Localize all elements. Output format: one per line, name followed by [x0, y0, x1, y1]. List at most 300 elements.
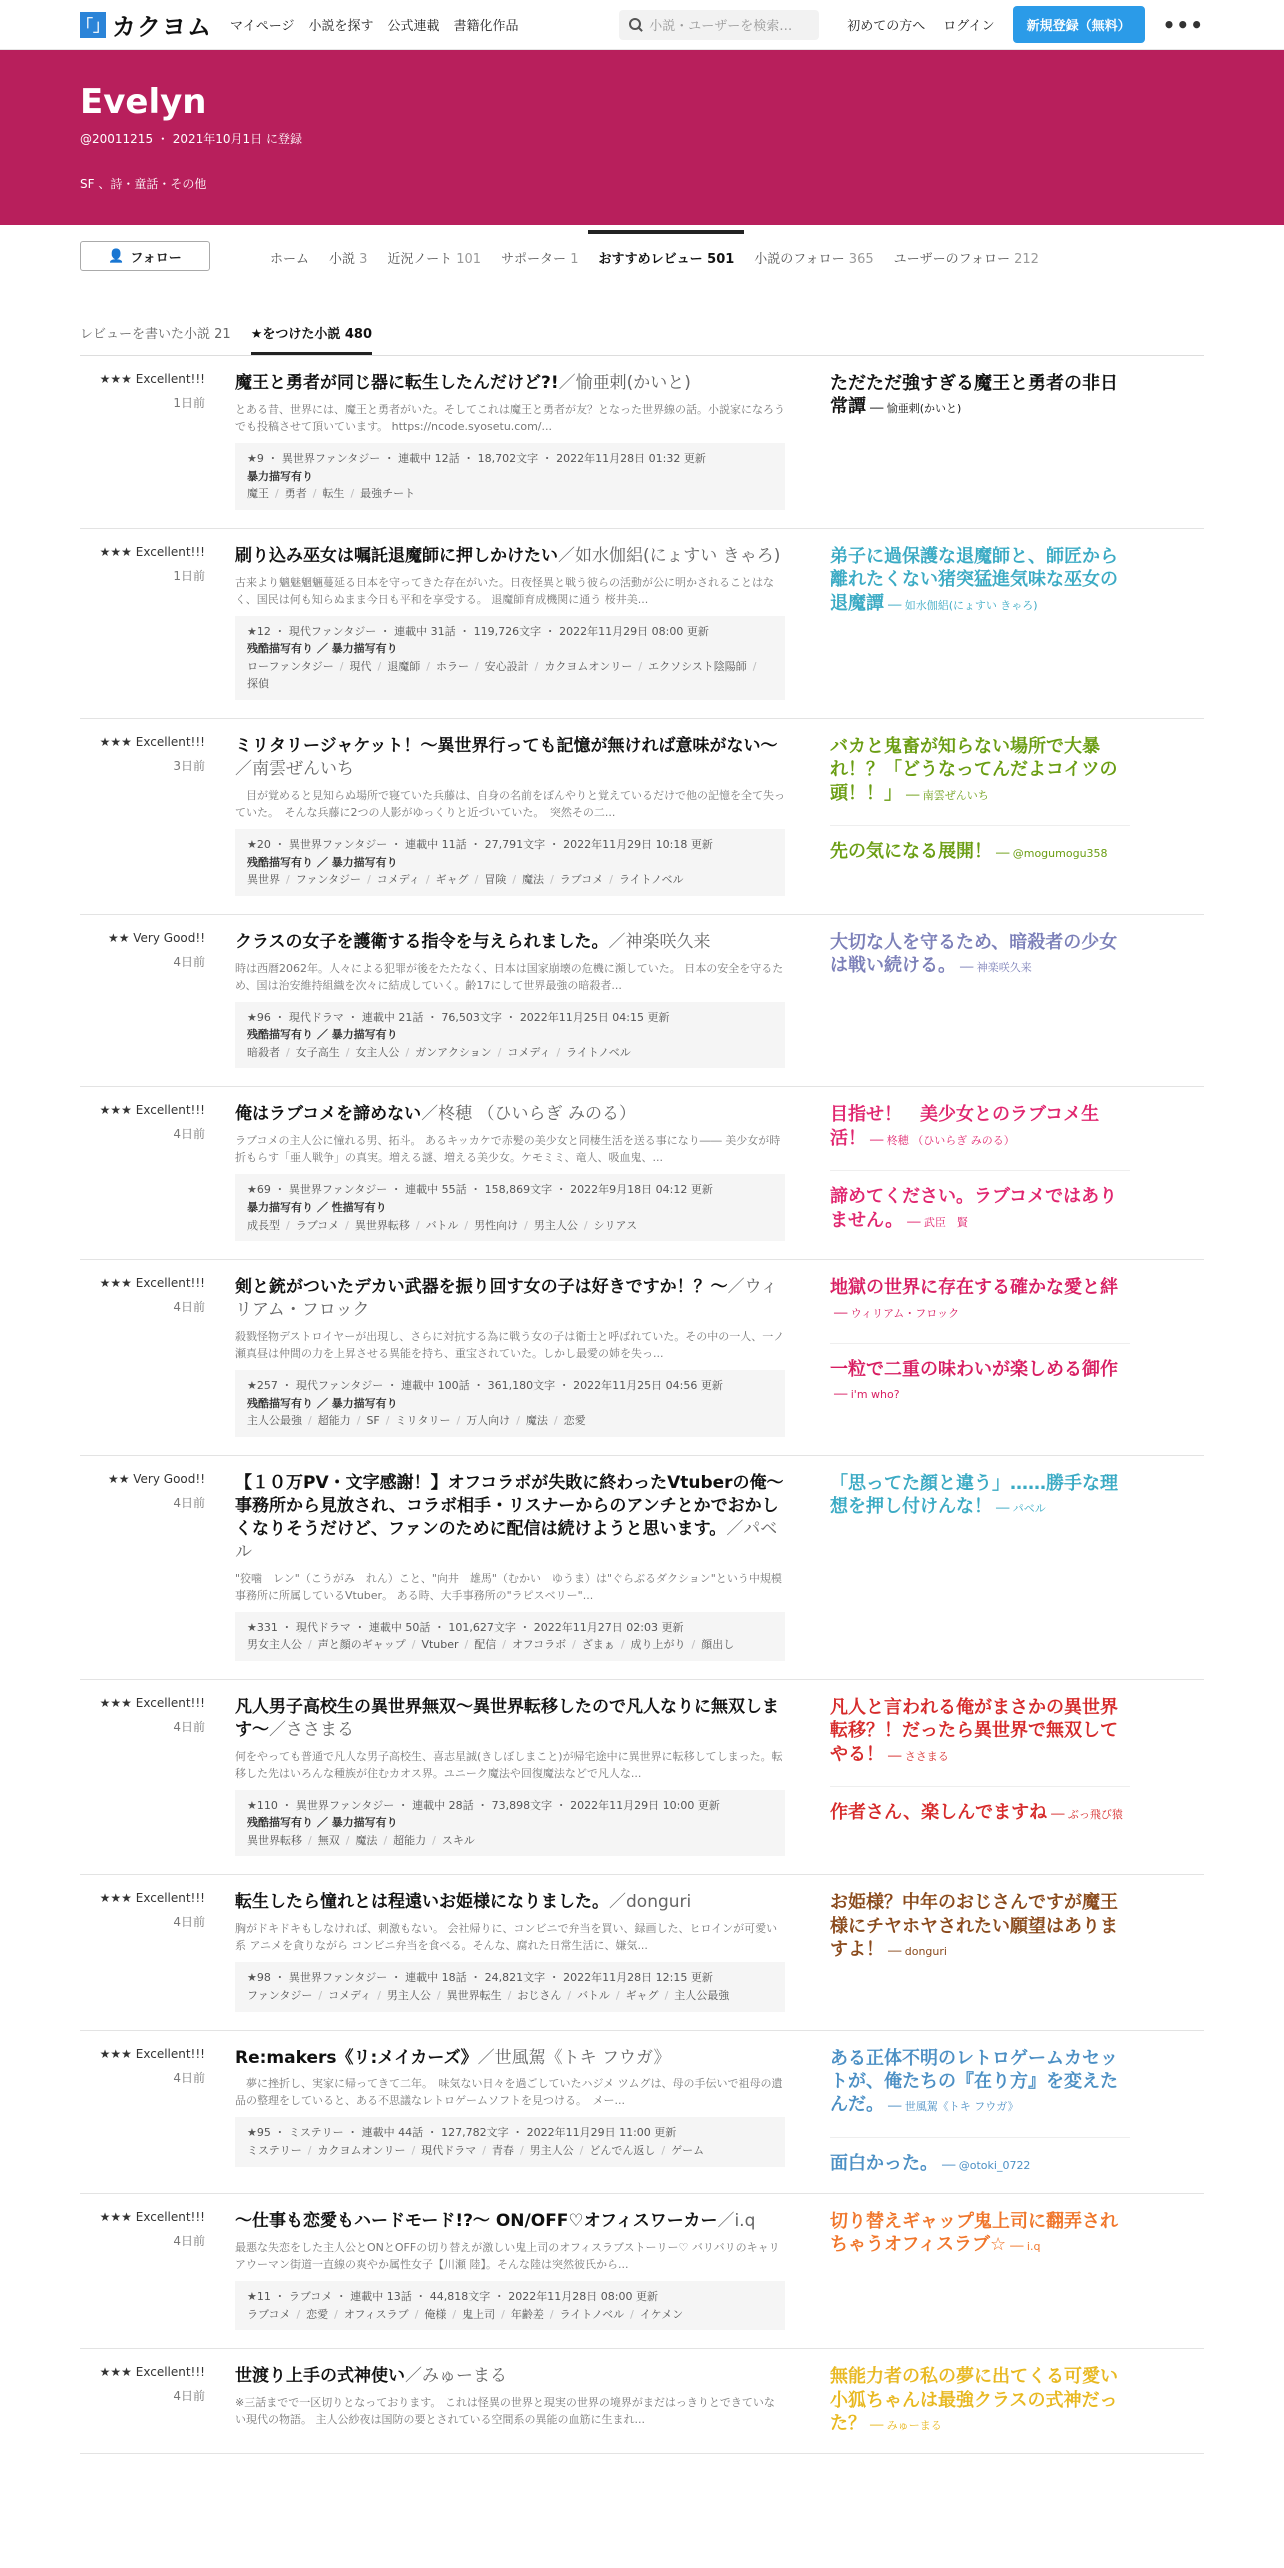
novel-title-link[interactable]	[235, 372, 785, 395]
rating-stars: ★★★ Excellent!!!	[99, 1276, 205, 1291]
novel-author[interactable]: ／愉亜剌(かいと)	[558, 373, 691, 393]
subtab-starred-novels[interactable]: ★をつけた小説 480	[251, 323, 372, 355]
catch-text: 一粒で二重の味わいが楽しめる御作	[830, 1358, 1118, 1380]
tag-link[interactable]: SF	[366, 1414, 380, 1428]
novel-meta-box	[235, 1174, 785, 1241]
top-header	[0, 0, 1284, 50]
tag-link[interactable]: 魔法	[525, 1414, 548, 1428]
tag-link[interactable]: 魔法	[522, 873, 545, 887]
review-catchphrase[interactable]	[830, 1276, 1130, 1323]
novel-title: 世渡り上手の式神使い	[235, 2366, 405, 2387]
novel-info	[215, 2365, 785, 2435]
review-item	[80, 1087, 1204, 1260]
profile-meta: @20011215 ・ 2021年10月1日 に登録	[80, 132, 302, 146]
search-input[interactable]	[619, 10, 819, 40]
novel-meta-box	[235, 443, 785, 510]
novel-title-link[interactable]	[235, 1891, 785, 1914]
tag-link[interactable]: 主人公最強	[247, 1414, 302, 1428]
review-item	[80, 1875, 1204, 2030]
novel-stats: ★257 ・ 現代ファンタジー ・ 連載中 100話 ・ 361,180文字 ・ 2022年11月25日 04:56 更新	[247, 1379, 723, 1392]
tag-link[interactable]: エクソシスト陰陽師	[648, 659, 747, 673]
catch-reviewer: ── 柊穂 （ひいらぎ みのる）	[870, 1133, 1015, 1147]
review-item	[80, 1456, 1204, 1680]
catch-reviewer: ── パベル	[996, 1502, 1046, 1516]
tag-link[interactable]: 青春	[491, 2144, 514, 2158]
tag-link[interactable]: ギャグ	[625, 1988, 659, 2002]
review-date: 4日前	[173, 954, 205, 969]
tag-link[interactable]: 女主人公	[355, 1045, 400, 1059]
kakuyomu-logo[interactable]	[77, 7, 212, 42]
review-catchphrase[interactable]	[830, 1696, 1130, 1766]
novel-author[interactable]: ／如水伽絽(にょすい きゃろ)	[558, 545, 781, 566]
tab-reviews[interactable]: おすすめレビュー 501	[588, 230, 744, 275]
novel-title: 転生したら憧れとは程遠いお姫様になりました。	[235, 1892, 609, 1913]
novel-author[interactable]: ／パベル	[235, 1518, 778, 1562]
tag-link[interactable]: 成り上がり	[630, 1638, 686, 1652]
review-catchphrase[interactable]	[830, 1891, 1130, 1961]
novel-tags: 異世界転移 / 無双 / 魔法 / 超能力 / スキル	[247, 1833, 475, 1847]
novel-stats: ★69 ・ 異世界ファンタジー ・ 連載中 55話 ・ 158,869文字 ・ 2022年9月18日 04:12 更新	[247, 1183, 713, 1197]
review-item	[80, 2194, 1204, 2349]
novel-title: 魔王と勇者が同じ器に転生したんだけど?!	[235, 373, 559, 393]
tag-link[interactable]: 異世界転生	[446, 1988, 502, 2002]
review-catch-column	[830, 1276, 1130, 1437]
novel-author[interactable]: ／柊穂 （ひいらぎ みのる）	[421, 1104, 636, 1125]
novel-tags: ファンタジー / コメディ / 男主人公 / 異世界転生 / おじさん / バトル / ギャグ / 主人公最強	[247, 1988, 730, 2002]
tab-novels[interactable]: 小説 3	[329, 252, 368, 267]
tag-link[interactable]: 鬼上司	[462, 2307, 496, 2321]
tag-link[interactable]: シリアス	[593, 1218, 638, 1232]
novel-info	[215, 1276, 785, 1437]
login-link[interactable]: ログイン	[943, 19, 995, 34]
tag-link[interactable]: 探偵	[247, 677, 269, 691]
review-catchphrase[interactable]	[830, 1472, 1130, 1519]
tag-link[interactable]: 現代ドラマ	[421, 2144, 477, 2158]
review-date: 4日前	[173, 1495, 205, 1510]
content-flags: 残酷描写有り ／ 暴力描写有り	[247, 1396, 398, 1410]
novel-tags: ラブコメ / 恋愛 / オフィスラブ / 俺様 / 鬼上司 / 年齢差 / ライトノベル / イケメン	[247, 2307, 684, 2321]
tag-link[interactable]: オフィスラブ	[343, 2307, 409, 2321]
content-flags: 残酷描写有り ／ 暴力描写有り	[247, 1816, 398, 1830]
novel-title-link[interactable]	[235, 545, 785, 568]
tag-link[interactable]: 勇者	[284, 487, 307, 501]
review-catchphrase[interactable]	[830, 2047, 1130, 2117]
search-placeholder: 小説・ユーザーを検索…	[649, 19, 793, 34]
catch-reviewer: ── @mogumogu358	[996, 847, 1108, 861]
tab-novel-follows[interactable]: 小説のフォロー 365	[754, 252, 874, 267]
tag-link[interactable]: 冒険	[484, 873, 507, 887]
tag-link[interactable]: ミリタリー	[395, 1414, 451, 1428]
novel-author[interactable]: ／donguri	[609, 1892, 692, 1913]
novel-summary: とある昔、世界には、魔王と勇者がいた。そしてこれは魔王と勇者が友？となった世界線の話。小説家になろうでも投稿させて頂いています。 https://ncode.syosetu.com/...	[235, 402, 785, 433]
rating-column	[80, 1472, 215, 1661]
tag-link[interactable]: カクヨムオンリー	[544, 659, 633, 673]
rating-column	[80, 1103, 215, 1241]
novel-title-link[interactable]	[235, 1103, 785, 1126]
novel-title-link[interactable]	[235, 2210, 785, 2233]
novel-title: ミリタリージャケット！〜異世界行っても記憶が無ければ意味がない〜	[235, 736, 778, 757]
tag-link[interactable]: ラブコメ	[247, 2307, 291, 2321]
catch-text: 地獄の世界に存在する確かな愛と絆	[830, 1277, 1118, 1299]
review-date: 1日前	[173, 396, 205, 410]
novel-author[interactable]: ／南雲ぜんいち	[235, 758, 354, 779]
tag-link[interactable]: ゲーム	[671, 2144, 705, 2158]
tag-link[interactable]: 男性向け	[474, 1218, 519, 1232]
review-date: 1日前	[173, 568, 205, 583]
novel-title-link[interactable]	[235, 2365, 785, 2388]
novel-author[interactable]: ／i.q	[717, 2211, 756, 2232]
novel-title-link[interactable]	[235, 1696, 785, 1742]
review-catchphrase[interactable]	[830, 1103, 1130, 1150]
rating-column	[80, 2210, 215, 2330]
profile-banner	[0, 50, 1284, 225]
catch-reviewer: ── @otoki_0722	[942, 2158, 1031, 2172]
novel-author[interactable]: ／みゅーまる	[405, 2366, 507, 2387]
novel-tags: 異世界 / ファンタジー / コメディ / ギャグ / 冒険 / 魔法 / ラブコメ / ライトノベル	[247, 873, 684, 887]
tag-link[interactable]: ファンタジー	[247, 1988, 313, 2002]
review-catchphrase[interactable]	[830, 1343, 1130, 1405]
catch-reviewer: ── i.q	[1010, 2240, 1041, 2254]
novel-stats: ★110 ・ 異世界ファンタジー ・ 連載中 28話 ・ 73,898文字 ・ 2022年11月29日 10:00 更新	[247, 1798, 720, 1812]
review-catchphrase[interactable]	[830, 2137, 1130, 2175]
tag-link[interactable]: 年齢差	[510, 2307, 544, 2321]
rating-stars: ★★★ Excellent!!!	[99, 1695, 205, 1710]
rating-column	[80, 1276, 215, 1437]
catch-text: 弟子に過保護な退魔師と、師匠から離れたくない猪突猛進気味な巫女の退魔譚	[830, 545, 1118, 614]
novel-meta-box	[235, 1790, 785, 1857]
novel-meta-box	[235, 1962, 785, 2011]
novel-title-link[interactable]	[235, 1472, 785, 1564]
novel-tags: 成長型 / ラブコメ / 異世界転移 / バトル / 男性向け / 男主人公 / シリアス	[247, 1218, 638, 1232]
novel-info	[215, 735, 785, 896]
tag-link[interactable]: ライトノベル	[566, 1045, 631, 1059]
tag-link[interactable]: 男主人公	[529, 2144, 574, 2158]
tag-link[interactable]: 暗殺者	[247, 1045, 280, 1059]
tag-link[interactable]: おじさん	[517, 1988, 562, 2002]
profile-tabbar	[0, 225, 1284, 275]
review-item	[80, 915, 1204, 1088]
novel-tags: 暗殺者 / 女子高生 / 女主人公 / ガンアクション / コメディ / ライトノベル	[247, 1045, 631, 1059]
novel-summary: 夢に挫折し、実家に帰ってきて二年。 味気ない日々を過ごしていたハジメ ツムグは、母の手伝いで祖母の遺品の整理をしていると、ある不思議なレトロゲームソフトを見つける。 メー...	[235, 2077, 783, 2108]
content-flags: 残酷描写有り ／ 暴力描写有り	[247, 855, 398, 869]
content-flags: 残酷描写有り ／ 暴力描写有り	[247, 1028, 398, 1042]
catch-reviewer: ── 武臣 賢	[907, 1215, 968, 1229]
tab-supporters[interactable]: サポーター 1	[501, 252, 579, 267]
tag-link[interactable]: 異世界	[247, 873, 280, 887]
tag-link[interactable]: 万人向け	[466, 1414, 511, 1428]
subtab-written-reviews[interactable]: レビューを書いた小説 21	[80, 327, 231, 342]
content-flags: 暴力描写有り ／ 性描写有り	[247, 1200, 387, 1214]
tag-link[interactable]: 男女主人公	[247, 1638, 302, 1652]
novel-title: 凡人男子高校生の異世界無双〜異世界転移したので凡人なりに無双します〜	[235, 1696, 779, 1740]
novel-meta-box	[235, 2281, 785, 2330]
catch-text: 凡人と言われる俺がまさかの異世界転移？！だったら異世界で無双してやる！	[830, 1696, 1118, 1765]
rating-stars: ★★ Very Good!!	[107, 1471, 205, 1486]
tag-link[interactable]: スキル	[441, 1833, 475, 1847]
novel-tags: ミステリー / カクヨムオンリー / 現代ドラマ / 青春 / 男主人公 / どんでん返し / ゲーム	[247, 2144, 705, 2158]
tag-link[interactable]: バトル	[425, 1218, 459, 1232]
catch-reviewer: ── ウィリアム・フロック	[834, 1306, 960, 1320]
novel-tags: 男女主人公 / 声と顔のギャップ / Vtuber / 配信 / オフコラボ / ざまぁ / 成り上がり / 顔出し	[247, 1638, 735, 1652]
review-catch-column	[830, 2047, 1130, 2176]
tag-link[interactable]: 恋愛	[306, 2307, 329, 2321]
tag-link[interactable]: ミステリー	[247, 2144, 302, 2158]
review-item	[80, 1680, 1204, 1876]
rating-column	[80, 1891, 215, 2011]
review-catchphrase[interactable]	[830, 2210, 1130, 2257]
review-catch-column	[830, 2365, 1130, 2435]
novel-stats: ★9 ・ 異世界ファンタジー ・ 連載中 12話 ・ 18,702文字 ・ 2022年11月28日 01:32 更新	[247, 451, 706, 465]
tag-link[interactable]: コメディ	[507, 1045, 551, 1059]
catch-text: 切り替えギャップ鬼上司に翻弄されちゃうオフィスラブ☆	[830, 2211, 1118, 2256]
review-date: 4日前	[173, 1719, 205, 1734]
novel-stats: ★96 ・ 現代ドラマ ・ 連載中 21話 ・ 76,503文字 ・ 2022年11月25日 04:15 更新	[247, 1010, 670, 1024]
novel-title: 俺はラブコメを諦めない	[235, 1104, 422, 1125]
tag-link[interactable]: 魔王	[247, 487, 269, 501]
novel-tags: 魔王 / 勇者 / 転生 / 最強チート	[247, 487, 416, 501]
follow-button[interactable]	[80, 241, 210, 271]
review-catchphrase[interactable]	[830, 931, 1130, 978]
nav-published-works[interactable]: 書籍化作品	[453, 19, 519, 34]
review-item	[80, 1260, 1204, 1456]
catch-text: 無能力者の私の夢に出てくる可愛い小狐ちゃんは最強クラスの式神だった？	[830, 2366, 1118, 2434]
novel-title-link[interactable]	[235, 931, 785, 954]
tag-link[interactable]: ギャグ	[435, 873, 469, 887]
nav-official-serial[interactable]: 公式連載	[387, 19, 440, 34]
rating-column	[80, 372, 215, 510]
catch-text: 作者さん、楽しんでますね	[830, 1801, 1048, 1823]
rating-stars: ★★★ Excellent!!!	[99, 544, 205, 559]
main-nav	[230, 15, 519, 34]
novel-title-link[interactable]	[235, 735, 785, 781]
novel-author[interactable]: ／世風駕《トキ フウガ》	[477, 2047, 671, 2068]
rating-stars: ★★★ Excellent!!!	[99, 2365, 205, 2380]
novel-title: 〜仕事も恋愛もハードモード!?〜 ON/OFF♡オフィスワーカー	[235, 2211, 718, 2232]
tag-link[interactable]: ライトノベル	[559, 2307, 625, 2321]
review-item	[80, 529, 1204, 719]
rating-column	[80, 735, 215, 896]
catch-text: バカと鬼畜が知らない場所で大暴れ！？「どうなってんだよコイツの頭！！」	[830, 736, 1118, 804]
review-catchphrase[interactable]	[830, 825, 1130, 863]
review-catch-column	[830, 372, 1130, 510]
logo-text: カクヨム	[112, 13, 212, 41]
novel-summary: 何をやっても普通で凡人な男子高校生、喜志星誠(きしぼしまこと)が帰宅途中に異世界に転移してしまった。転移した先はいろんな種族が住むカオス界。ユニーク魔法や回復魔法などで凡人な...	[235, 1749, 783, 1780]
catch-reviewer: ── donguri	[888, 1945, 947, 1959]
tag-link[interactable]: 最強チート	[360, 487, 416, 501]
review-date: 4日前	[173, 1127, 205, 1142]
novel-info	[215, 1103, 785, 1241]
review-catchphrase[interactable]	[830, 1786, 1130, 1824]
novel-tags: 主人公最強 / 超能力 / SF / ミリタリー / 万人向け / 魔法 / 恋愛	[247, 1414, 586, 1428]
review-catchphrase[interactable]	[830, 735, 1130, 805]
signup-button[interactable]: 新規登録（無料）	[1013, 6, 1145, 43]
nav-mypage[interactable]: マイページ	[230, 19, 295, 34]
catch-reviewer: ── 如水伽絽(にょすい きゃろ)	[888, 598, 1038, 612]
tag-link[interactable]: 恋愛	[563, 1414, 586, 1428]
novel-title: クラスの女子を護衛する指令を与えられました。	[235, 931, 609, 952]
tag-link[interactable]: ガンアクション	[415, 1045, 492, 1059]
review-catchphrase[interactable]	[830, 545, 1130, 615]
review-item	[80, 2031, 1204, 2195]
novel-author[interactable]: ／神楽咲久来	[608, 931, 711, 952]
novel-info	[215, 545, 785, 700]
review-date: 3日前	[173, 759, 205, 774]
novel-info	[215, 2047, 785, 2176]
tab-user-follows[interactable]: ユーザーのフォロー 212	[893, 252, 1039, 267]
content-flags: 残酷描写有り ／ 暴力描写有り	[247, 642, 398, 656]
novel-title-link[interactable]	[235, 1276, 785, 1322]
novel-meta-box	[235, 1612, 785, 1661]
review-catchphrase[interactable]	[830, 2365, 1130, 2435]
tag-link[interactable]: ファンタジー	[295, 873, 362, 887]
review-catchphrase[interactable]	[830, 372, 1130, 419]
novel-meta-box	[235, 616, 785, 700]
novel-summary: "狡噛 レン"（こうがみ れん）こと、"向井 雄馬"（むかい ゆうま）は"ぐらぶるダクション"という中規模事務所に所属しているVtuber。 ある時、大手事務所の"ラピスベリー"...	[235, 1571, 782, 1602]
catch-reviewer: ── ささまる	[888, 1749, 949, 1763]
review-item	[80, 2349, 1204, 2454]
review-catch-column	[830, 2210, 1130, 2330]
review-catchphrase[interactable]	[830, 1170, 1130, 1232]
rating-stars: ★★★ Excellent!!!	[99, 372, 205, 386]
novel-info	[215, 1891, 785, 2011]
tag-link[interactable]: 安心設計	[484, 659, 529, 673]
tag-link[interactable]: 超能力	[317, 1414, 351, 1428]
novel-stats: ★12 ・ 現代ファンタジー ・ 連載中 31話 ・ 119,726文字 ・ 2022年11月29日 08:00 更新	[247, 624, 709, 638]
rating-column	[80, 1696, 215, 1857]
more-menu-icon[interactable]: •••	[1162, 12, 1204, 37]
tag-link[interactable]: ラブコメ	[559, 873, 604, 887]
review-date: 4日前	[173, 1300, 205, 1315]
tag-link[interactable]: 異世界転移	[247, 1833, 302, 1847]
novel-summary: ラブコメの主人公に憧れる男、拓斗。 あるキッカケで赤髪の美少女と同棲生活を送る事になり―― 美少女が時折もらす「亜人戦争」の真実。増える謎、増える美少女。ケモミミ、竜人、吸血鬼、...	[235, 1134, 781, 1165]
rating-stars: ★★ Very Good!!	[107, 930, 205, 945]
novel-tags: ローファンタジー / 現代 / 退魔師 / ホラー / 安心設計 / カクヨムオンリー / エクソシスト陰陽師 /探偵	[247, 659, 757, 691]
tag-link[interactable]: 異世界転移	[354, 1218, 410, 1232]
novel-meta-box	[235, 1370, 785, 1437]
novel-info	[215, 372, 785, 510]
novel-stats: ★20 ・ 異世界ファンタジー ・ 連載中 11話 ・ 27,791文字 ・ 2022年11月29日 10:18 更新	[247, 837, 713, 851]
review-date: 4日前	[173, 1915, 205, 1930]
novel-info	[215, 1696, 785, 1857]
follow-label: フォロー	[130, 250, 182, 266]
novel-summary: 殺戮怪物デストロイヤーが出現し、さらに対抗する為に戦う女の子は衛士と呼ばれていた。その中の一人、一ノ瀬真昼は仲間の力を上昇させる異能を持ち、重宝されていた。しかし最愛の姉を失っ...	[235, 1330, 785, 1361]
catch-reviewer: ── 神楽咲久来	[960, 961, 1032, 975]
novel-stats: ★331 ・ 現代ドラマ ・ 連載中 50話 ・ 101,627文字 ・ 2022年11月27日 02:03 更新	[247, 1620, 684, 1634]
review-catch-column	[830, 1103, 1130, 1241]
tag-link[interactable]: 無双	[317, 1833, 340, 1847]
review-catch-column	[830, 735, 1130, 896]
novel-summary: 時は西暦2062年。人々による犯罪が後をたたなく、日本は国家崩壊の危機に瀕していた。 日本の安全を守るため、国は治安維持組織を次々に結成していく。齢17にして世界最強の暗殺者...	[235, 961, 784, 992]
catch-reviewer: ── みゅーまる	[870, 2418, 942, 2432]
tag-link[interactable]: どんでん返し	[589, 2144, 656, 2158]
tag-link[interactable]: 主人公最強	[674, 1988, 730, 2002]
tag-link[interactable]: カクヨムオンリー	[317, 2144, 406, 2158]
tag-link[interactable]: 俺様	[424, 2307, 447, 2321]
tag-link[interactable]: ラブコメ	[295, 1218, 340, 1232]
catch-text: お姫様？中年のおじさんですが魔王様にチヤホヤされたい願望はありますよ！	[830, 1892, 1118, 1961]
review-subtabs	[0, 323, 1284, 355]
tag-link[interactable]: 男主人公	[533, 1218, 578, 1232]
tag-link[interactable]: コメディ	[328, 1988, 372, 2002]
review-catch-column	[830, 1472, 1130, 1661]
novel-stats: ★98 ・ 異世界ファンタジー ・ 連載中 18話 ・ 24,821文字 ・ 2022年11月28日 12:15 更新	[247, 1971, 713, 1985]
review-item	[80, 356, 1204, 529]
tag-link[interactable]: ライトノベル	[618, 873, 684, 887]
tag-link[interactable]: 声と顔のギャップ	[317, 1638, 406, 1652]
catch-reviewer: ── 南雲ぜんいち	[906, 788, 989, 802]
novel-stats: ★11 ・ ラブコメ ・ 連載中 13話 ・ 44,818文字 ・ 2022年11月28日 08:00 更新	[247, 2290, 658, 2303]
tag-link[interactable]: 配信	[474, 1638, 497, 1652]
tag-link[interactable]: イケメン	[639, 2307, 684, 2321]
novel-info	[215, 2210, 785, 2330]
novel-info	[215, 1472, 785, 1661]
search-icon	[629, 18, 643, 32]
rating-column	[80, 545, 215, 700]
novel-summary: 古来より魑魅魍魎蔓延る日本を守ってきた存在がいた。日夜怪異と戦う彼らの活動が公に明かされることはなく、国民は何も知らぬまま今日も平和を享受する。 退魔師育成機関に通う 桜井美...	[235, 575, 774, 606]
profile-genres: SF 、詩・童話・その他	[80, 177, 207, 191]
catch-reviewer: ── ぶっ飛び猿	[1051, 1807, 1123, 1821]
tag-link[interactable]: ざまぁ	[581, 1638, 615, 1652]
tag-link[interactable]: 転生	[322, 487, 345, 501]
novel-summary: ※三話までで一区切りとなっております。 これは怪異の世界と現実の世界の境界がまだはっきりとできていない現代の物語。 主人公紗夜は国防の要とされている空間系の異能の血筋に生まれ...	[235, 2396, 775, 2427]
catch-text: 諦めてください。ラブコメではありません。	[830, 1186, 1118, 1231]
catch-text: 先の気になる展開！	[830, 841, 992, 863]
tab-notes[interactable]: 近況ノート 101	[387, 252, 482, 267]
nav-find-novels[interactable]: 小説を探す	[308, 19, 374, 34]
tag-link[interactable]: ホラー	[435, 659, 469, 673]
tag-link[interactable]: ローファンタジー	[247, 659, 334, 673]
novel-meta-box	[235, 829, 785, 896]
tag-link[interactable]: 顔出し	[701, 1638, 735, 1652]
tag-link[interactable]: 退魔師	[387, 659, 421, 673]
novel-meta-box	[235, 1002, 785, 1069]
novel-summary: 最悪な失恋をした主人公とONとOFFの切り替えが激しい鬼上司のオフィスラブストーリー♡ バリバリのキャリアウーマン街道一直線の爽やか属性女子【川瀬 陸】。そんな陸は突然彼氏から...	[235, 2241, 780, 2272]
novel-title-link[interactable]	[235, 2047, 785, 2070]
tag-link[interactable]: 魔法	[355, 1833, 378, 1847]
tag-link[interactable]: オフコラボ	[511, 1638, 567, 1652]
novel-stats: ★95 ・ ミステリー ・ 連載中 44話 ・ 127,782文字 ・ 2022年11月29日 11:00 更新	[247, 2126, 677, 2140]
rating-stars: ★★★ Excellent!!!	[99, 1103, 205, 1118]
novel-author[interactable]: ／ささまる	[269, 1719, 354, 1740]
add-user-icon: 👤	[108, 248, 125, 264]
tag-link[interactable]: バトル	[577, 1988, 610, 2002]
novel-author[interactable]: ／ウィリアム・フロック	[235, 1277, 778, 1321]
catch-reviewer: ── i'm who?	[834, 1388, 900, 1402]
review-list	[80, 355, 1204, 2454]
novel-summary: 目が覚めると見知らぬ場所で寝ていた兵藤は、自身の名前をぼんやりと覚えているだけで他の記憶を全て失っていた。 そんな兵藤に2つの人影がゆっくりと近づいていた。 突然その二...	[235, 788, 785, 819]
review-catch-column	[830, 545, 1130, 700]
tag-link[interactable]: 現代	[349, 659, 372, 673]
profile-name: Evelyn	[80, 82, 207, 122]
tag-link[interactable]: 女子高生	[295, 1045, 340, 1059]
tag-link[interactable]: Vtuber	[421, 1638, 459, 1652]
tag-link[interactable]: 超能力	[393, 1833, 427, 1847]
tag-link[interactable]: 成長型	[247, 1218, 280, 1232]
tab-home[interactable]: ホーム	[270, 252, 310, 267]
novel-summary: 胸がドキドキもしなければ、刺激もない。 会社帰りに、コンビニで弁当を買い、録画した、ヒロインが可愛い系 アニメを貪りながら コンビニ弁当を食べる。そんな、腐れた日常生活に、嫌気...	[235, 1922, 778, 1953]
review-catch-column	[830, 931, 1130, 1069]
rating-stars: ★★★ Excellent!!!	[99, 735, 205, 750]
catch-text: 大切な人を守るため、暗殺者の少女は戦い続ける。	[830, 931, 1118, 977]
tag-link[interactable]: 男主人公	[386, 1988, 431, 2002]
tag-link[interactable]: コメディ	[376, 873, 420, 887]
beginners-link[interactable]: 初めての方へ	[847, 19, 926, 34]
rating-column	[80, 2047, 215, 2176]
logo-mark-icon: 「」	[80, 12, 106, 38]
rating-column	[80, 2365, 215, 2435]
rating-stars: ★★★ Excellent!!!	[99, 2046, 205, 2061]
review-catch-column	[830, 1696, 1130, 1857]
